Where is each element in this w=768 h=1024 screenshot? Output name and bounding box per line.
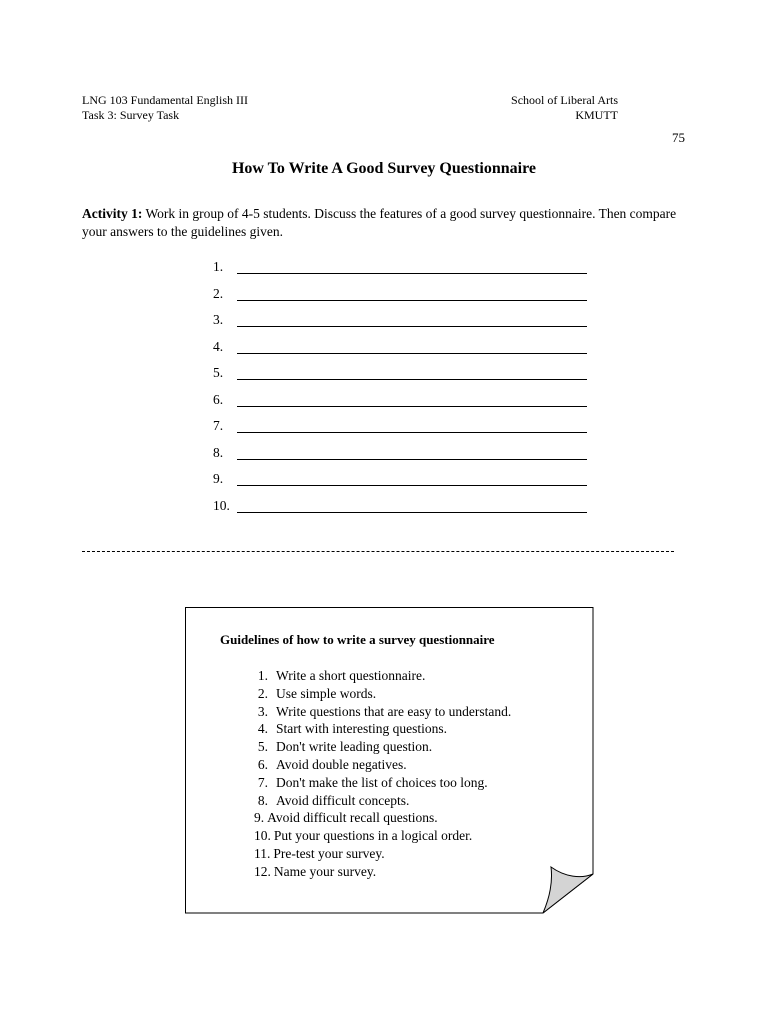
answer-blank-line[interactable] <box>237 471 587 486</box>
guideline-item <box>256 792 511 810</box>
answer-blank-list <box>213 259 587 524</box>
answer-blank-number: 9. <box>213 471 224 486</box>
guideline-text: Don't make the list of choices too long. <box>276 774 488 790</box>
answer-blank-number: 6. <box>213 391 224 407</box>
guideline-item <box>254 809 511 827</box>
answer-blank-line[interactable] <box>237 418 587 433</box>
answer-blank-row <box>213 312 587 339</box>
page-title: How To Write A Good Survey Questionnaire <box>231 160 537 177</box>
answer-blank-line[interactable] <box>237 365 587 380</box>
guideline-item <box>256 756 511 774</box>
guideline-item <box>256 685 511 703</box>
guideline-item <box>254 845 511 863</box>
guideline-number: 12. <box>254 863 271 879</box>
guideline-item <box>256 720 511 738</box>
answer-blank-row <box>213 445 587 472</box>
guideline-text: Use simple words. <box>276 685 377 701</box>
guideline-number: 1. <box>257 668 268 683</box>
dashed-separator <box>82 551 674 552</box>
guideline-text: Write questions that are easy to understand. <box>276 703 512 719</box>
answer-blank-line[interactable] <box>237 445 587 460</box>
guideline-text: Pre-test your survey. <box>273 845 385 861</box>
answer-blank-line[interactable] <box>237 392 587 407</box>
activity-instructions <box>82 205 682 241</box>
answer-blank-row <box>213 392 587 419</box>
answer-blank-line[interactable] <box>237 286 587 301</box>
guideline-number: 11. <box>254 845 271 861</box>
guideline-text: Start with interesting questions. <box>276 721 447 737</box>
answer-blank-number: 1. <box>213 259 224 274</box>
guideline-number: 5. <box>257 739 268 755</box>
guideline-text: Avoid difficult recall questions. <box>267 810 438 826</box>
guideline-text: Avoid difficult concepts. <box>276 792 410 808</box>
guideline-number: 8. <box>257 792 268 808</box>
guideline-number: 7. <box>257 774 268 790</box>
answer-blank-row <box>213 498 587 525</box>
guideline-number: 3. <box>257 703 268 719</box>
task-name: Task 3: Survey Task <box>82 108 180 122</box>
answer-blank-row <box>213 339 587 366</box>
guideline-number: 9. <box>254 810 265 826</box>
guideline-number: 2. <box>257 685 268 701</box>
page-number: 75 <box>672 130 685 145</box>
answer-blank-line[interactable] <box>237 339 587 354</box>
guideline-item <box>254 863 511 881</box>
answer-blank-number: 4. <box>213 338 224 354</box>
answer-blank-line[interactable] <box>237 312 587 327</box>
answer-blank-row <box>213 418 587 445</box>
guideline-item <box>256 738 511 756</box>
guideline-text: Write a short questionnaire. <box>276 668 426 683</box>
activity-text: Work in group of 4-5 students. Discuss the features of a good survey questionnaire. Then compare your answers to the guidelines given. <box>82 206 677 239</box>
answer-blank-row <box>213 471 587 498</box>
answer-blank-row <box>213 259 587 286</box>
school-name: School of Liberal Arts <box>511 93 618 107</box>
answer-blank-line[interactable] <box>237 259 587 274</box>
answer-blank-number: 8. <box>213 444 224 460</box>
guideline-text: Put your questions in a logical order. <box>273 828 473 844</box>
answer-blank-number: 7. <box>213 418 224 433</box>
activity-label: Activity 1: <box>82 206 143 221</box>
guideline-text: Don't write leading question. <box>276 739 433 755</box>
guideline-item <box>256 667 511 685</box>
answer-blank-number: 2. <box>213 285 224 301</box>
guideline-text: Name your survey. <box>273 863 377 879</box>
answer-blank-number: 3. <box>213 312 224 327</box>
course-name: LNG 103 Fundamental English III <box>82 93 248 107</box>
guideline-item <box>256 774 511 792</box>
guideline-text: Avoid double negatives. <box>276 756 407 772</box>
guideline-number: 4. <box>257 721 268 737</box>
guideline-number: 6. <box>257 756 268 772</box>
answer-blank-number: 5. <box>213 365 224 380</box>
guidelines-list <box>256 667 511 881</box>
guidelines-title: Guidelines of how to write a survey questionnaire <box>220 632 495 647</box>
answer-blank-row <box>213 365 587 392</box>
answer-blank-row <box>213 286 587 313</box>
guideline-item <box>254 827 511 845</box>
guideline-number: 10. <box>254 828 271 844</box>
answer-blank-number: 10. <box>213 497 230 513</box>
university-name: KMUTT <box>575 108 618 122</box>
answer-blank-line[interactable] <box>237 498 587 513</box>
guideline-item <box>256 703 511 721</box>
